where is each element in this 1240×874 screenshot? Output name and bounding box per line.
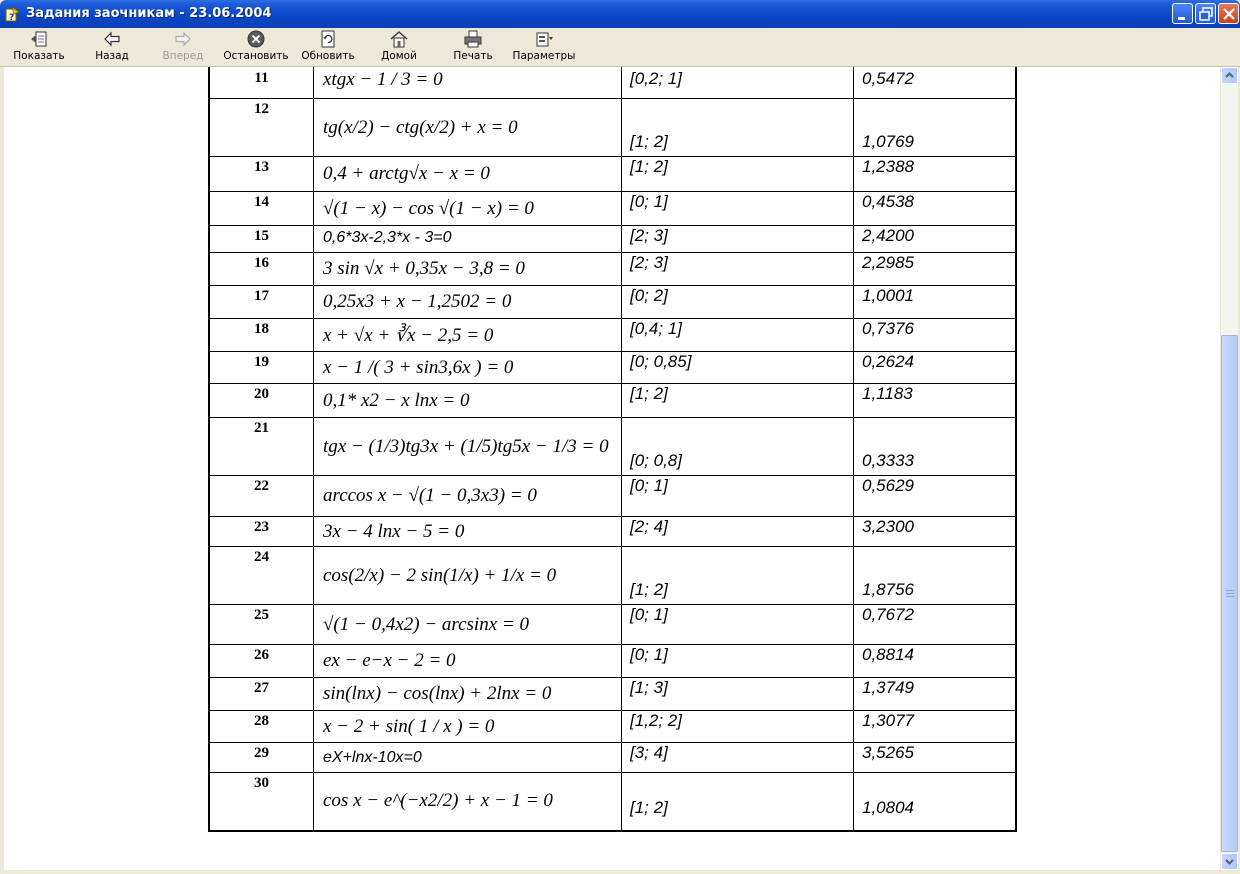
table-row <box>209 99 1016 157</box>
task-interval: [1; 3] <box>622 678 854 711</box>
refresh-label: Обновить <box>301 50 355 62</box>
task-interval: [0,2; 1] <box>622 67 854 99</box>
task-root: 1,0804 <box>854 773 1017 831</box>
equation-text: 3 sin √x + 0,35x − 3,8 = 0 <box>323 258 525 279</box>
task-equation <box>314 678 622 711</box>
task-equation <box>314 547 622 605</box>
show-panel-icon <box>29 29 49 49</box>
document-view[interactable] <box>4 67 1220 870</box>
thumb-grip <box>1226 593 1234 594</box>
tasks-table <box>208 67 1017 832</box>
task-root: 2,2985 <box>854 253 1017 286</box>
equation-text: cos(2/x) − 2 sin(1/x) + 1/x = 0 <box>323 564 557 586</box>
task-root: 0,4538 <box>854 192 1017 226</box>
task-equation <box>314 319 622 352</box>
equation-text: 0,6*3x-2,3*x - 3=0 <box>323 229 452 246</box>
task-interval: [1,2; 2] <box>622 711 854 743</box>
equation-text: xtgx − 1 / 3 = 0 <box>323 69 443 90</box>
print-label: Печать <box>453 50 493 62</box>
table-row <box>209 226 1016 253</box>
close-button[interactable] <box>1218 3 1239 24</box>
back-button[interactable] <box>90 29 134 65</box>
equation-text: cos x − e^(−x2/2) + x − 1 = 0 <box>323 790 553 812</box>
toolbar <box>0 28 1240 67</box>
task-interval: [0; 0,85] <box>622 352 854 384</box>
options-button[interactable] <box>510 29 578 65</box>
task-root: 1,1183 <box>854 384 1017 418</box>
task-number: 30 <box>209 773 314 831</box>
table-row <box>209 678 1016 711</box>
equation-text: 3x − 4 lnx − 5 = 0 <box>323 520 465 542</box>
chevron-up-icon <box>1222 68 1237 83</box>
task-number: 27 <box>209 678 314 711</box>
task-number: 11 <box>209 67 314 99</box>
task-number: 23 <box>209 517 314 547</box>
task-number: 13 <box>209 157 314 192</box>
task-number: 29 <box>209 743 314 773</box>
task-number: 17 <box>209 286 314 319</box>
options-label: Параметры <box>512 50 576 62</box>
table-row <box>209 253 1016 286</box>
task-equation <box>314 67 622 99</box>
print-button[interactable] <box>450 29 496 65</box>
task-root: 0,3333 <box>854 418 1017 476</box>
task-equation <box>314 645 622 678</box>
table-row <box>209 352 1016 384</box>
task-interval: [0; 1] <box>622 645 854 678</box>
refresh-icon <box>318 29 338 49</box>
task-interval: [0; 1] <box>622 605 854 645</box>
table-row <box>209 286 1016 319</box>
home-icon <box>389 29 409 49</box>
show-button[interactable] <box>10 29 68 65</box>
equation-text: sin(lnx) − cos(lnx) + 2lnx = 0 <box>323 683 552 704</box>
task-number: 16 <box>209 253 314 286</box>
close-icon <box>1219 4 1240 25</box>
task-number: 22 <box>209 476 314 517</box>
table-row <box>209 384 1016 418</box>
task-interval: [1; 2] <box>622 99 854 157</box>
minimize-icon <box>1173 4 1194 25</box>
equation-text: ex − e−x − 2 = 0 <box>323 650 456 671</box>
task-root: 1,2388 <box>854 157 1017 192</box>
home-label: Домой <box>381 50 417 62</box>
task-root: 1,8756 <box>854 547 1017 605</box>
task-root: 1,0001 <box>854 286 1017 319</box>
task-equation <box>314 773 622 831</box>
window-title: Задания заочникам - 23.06.2004 <box>26 6 272 21</box>
printer-icon <box>463 29 483 49</box>
table-row <box>209 418 1016 476</box>
restore-button[interactable] <box>1195 3 1216 24</box>
task-interval: [0; 1] <box>622 476 854 517</box>
stop-icon <box>246 29 266 49</box>
table-row <box>209 547 1016 605</box>
table-row <box>209 319 1016 352</box>
equation-text: √(1 − 0,4x2) − arcsinx = 0 <box>323 613 529 635</box>
task-interval: [2; 3] <box>622 226 854 253</box>
equation-text: 0,4 + arctg√x − x = 0 <box>323 163 490 184</box>
title-bar <box>0 0 1240 28</box>
forward-label: Вперед <box>162 50 204 62</box>
table-row <box>209 157 1016 192</box>
task-interval: [0,4; 1] <box>622 319 854 352</box>
task-equation <box>314 384 622 418</box>
table-row <box>209 605 1016 645</box>
table-row <box>209 192 1016 226</box>
task-number: 18 <box>209 319 314 352</box>
equation-text: tgx − (1/3)tg3x + (1/5)tg5x − 1/3 = 0 <box>323 435 609 457</box>
task-number: 15 <box>209 226 314 253</box>
stop-button[interactable] <box>222 29 290 65</box>
table-row <box>209 711 1016 743</box>
task-equation <box>314 711 622 743</box>
task-number: 12 <box>209 99 314 157</box>
task-number: 28 <box>209 711 314 743</box>
task-root: 0,8814 <box>854 645 1017 678</box>
svg-text:?: ? <box>9 13 15 22</box>
task-equation <box>314 157 622 192</box>
equation-text: √(1 − x) − cos √(1 − x) = 0 <box>323 197 534 219</box>
task-equation <box>314 743 622 773</box>
task-equation <box>314 99 622 157</box>
task-equation <box>314 352 622 384</box>
task-interval: [0; 1] <box>622 192 854 226</box>
task-interval: [1; 2] <box>622 773 854 831</box>
task-equation <box>314 192 622 226</box>
scroll-down-button[interactable] <box>1221 853 1238 870</box>
task-equation <box>314 286 622 319</box>
window-bottom-border <box>0 870 1240 874</box>
task-interval: [1; 2] <box>622 157 854 192</box>
table-row <box>209 645 1016 678</box>
task-interval: [2; 3] <box>622 253 854 286</box>
task-interval: [1; 2] <box>622 384 854 418</box>
task-root: 1,3749 <box>854 678 1017 711</box>
task-equation <box>314 226 622 253</box>
equation-text: 0,1* x2 − x lnx = 0 <box>323 389 470 411</box>
equation-text: tg(x/2) − ctg(x/2) + x = 0 <box>323 116 518 138</box>
task-number: 21 <box>209 418 314 476</box>
table-row <box>209 476 1016 517</box>
task-root: 3,2300 <box>854 517 1017 547</box>
scroll-thumb[interactable] <box>1221 335 1238 852</box>
task-equation <box>314 418 622 476</box>
back-arrow-icon <box>102 29 122 49</box>
task-equation <box>314 253 622 286</box>
forward-button[interactable] <box>160 29 206 65</box>
equation-text: eX+lnx-10x=0 <box>323 748 422 766</box>
table-row <box>209 743 1016 773</box>
task-number: 20 <box>209 384 314 418</box>
chevron-down-icon <box>1222 854 1237 869</box>
minimize-button[interactable] <box>1172 3 1193 24</box>
equation-text: x − 1 /( 3 + sin3,6x ) = 0 <box>323 356 514 378</box>
task-root: 0,7672 <box>854 605 1017 645</box>
task-number: 24 <box>209 547 314 605</box>
task-root: 0,7376 <box>854 319 1017 352</box>
task-equation <box>314 605 622 645</box>
task-interval: [1; 2] <box>622 547 854 605</box>
task-equation <box>314 476 622 517</box>
forward-arrow-icon <box>173 29 193 49</box>
equation-text: arccos x − √(1 − 0,3x3) = 0 <box>323 485 537 506</box>
task-number: 19 <box>209 352 314 384</box>
task-root: 0,2624 <box>854 352 1017 384</box>
back-label: Назад <box>95 50 129 62</box>
task-root: 2,4200 <box>854 226 1017 253</box>
task-root: 3,5265 <box>854 743 1017 773</box>
refresh-button[interactable] <box>300 29 356 65</box>
task-root: 1,3077 <box>854 711 1017 743</box>
task-root: 1,0769 <box>854 99 1017 157</box>
task-equation <box>314 517 622 547</box>
restore-icon <box>1196 4 1217 25</box>
task-interval: [3; 4] <box>622 743 854 773</box>
show-label: Показать <box>13 50 65 62</box>
task-root: 0,5472 <box>854 67 1017 99</box>
task-interval: [2; 4] <box>622 517 854 547</box>
task-interval: [0; 2] <box>622 286 854 319</box>
task-interval: [0; 0,8] <box>622 418 854 476</box>
table-row <box>209 517 1016 547</box>
vertical-scrollbar[interactable] <box>1221 67 1238 870</box>
help-document-icon <box>5 6 21 22</box>
equation-text: 0,25x3 + x − 1,2502 = 0 <box>323 291 512 312</box>
table-row <box>209 773 1016 831</box>
task-number: 14 <box>209 192 314 226</box>
thumb-grip <box>1226 596 1234 597</box>
home-button[interactable] <box>376 29 422 65</box>
stop-label: Остановить <box>223 50 289 62</box>
thumb-grip <box>1226 590 1234 591</box>
equation-text: x + √x + ∛x − 2,5 = 0 <box>323 324 494 346</box>
table-row <box>209 67 1016 99</box>
scroll-up-button[interactable] <box>1221 67 1238 84</box>
equation-text: x − 2 + sin( 1 / x ) = 0 <box>323 715 495 737</box>
options-icon <box>534 29 554 49</box>
task-number: 26 <box>209 645 314 678</box>
task-number: 25 <box>209 605 314 645</box>
task-root: 0,5629 <box>854 476 1017 517</box>
